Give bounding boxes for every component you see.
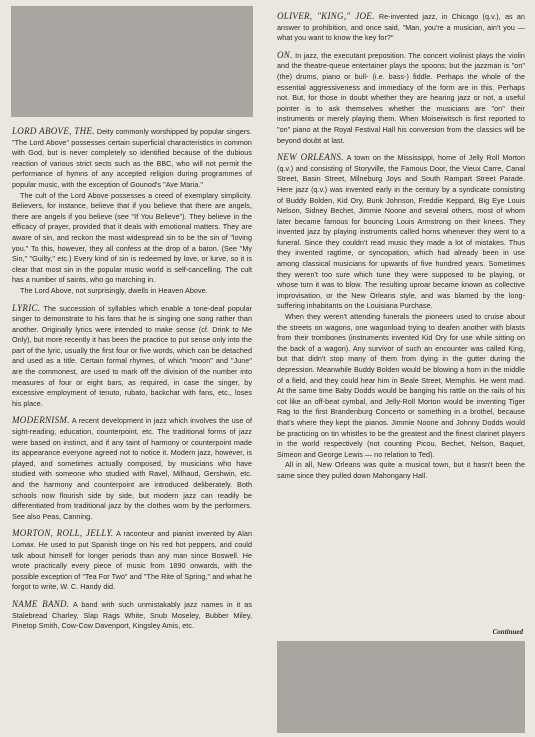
entry-text: The succession of syllables which enable a tone-deaf popular singer to demonstrate to his fans that he is singing one song rather than another. Originally lyrics were intended to make sense (cf. Drink to Me Only), but more recently it has been the practice to put sense only into the part of the lyric, usually the first four or five words, which can be detached and used as a title. Certain formal rhymes, of which "moon" and "June" are the commonest, are used to mark off the division of the number into measures of four or eight bars, as required, in case the singer, by excessive employment of tenuto, rubato, backchat with fans, etc., loses his place. bbox=[12, 303, 253, 408]
left-column bbox=[12, 126, 252, 638]
entry-on bbox=[277, 50, 525, 146]
entry-name-band bbox=[12, 599, 252, 632]
entry-oliver-king-joe bbox=[277, 11, 525, 44]
entry-text: In jazz, the executant preposition. The concert violinist plays the violin and the theatre-queue entertainer plays the spoons; but the jazzman is "on" (the) drums, piano or bull- (i.e. bass-) fiddle. Perhaps the whole of the essential aggressiveness and immediacy of the form are in this. Perhaps not. But, for those in doubt whether they are hearing jazz or not, a useful pointer is to ask themselves whether the musicians are "on" their instruments or merely playing them. When Moiseiwitsch is first reported to "on" piano at the Royal Festival Hall his conversion from the classics will be beyond doubt at last. bbox=[277, 50, 525, 145]
entry-text: Deity commonly worshipped by popular singers. "The Lord Above" possesses certain superficial characteristics in common with God, but is never completely so identified because of the dubious reaction of various strict sects such as the BBC, who will not permit the performance of hymns of any accepted religion during programmes of popular music, with the exception of Gounod's "Ave Maria." bbox=[12, 127, 252, 189]
entry-text: A band with such unmistakably jazz names in it as Stalebread Charley, Slap Rags White, Snub Moseley, Bubber Miley, Pinetop Smith, Cow-Cow Davenport, Kingsley Amis, etc. bbox=[12, 599, 252, 631]
entry-headword: MODERNISM. bbox=[12, 415, 70, 426]
top-left-gray-panel bbox=[11, 6, 253, 117]
entry-text: Re-invented jazz, in Chicago (q.v.), as an answer to prohibition, and once said, "Man, you're a musician, ain't you — what you want to know the key for?" bbox=[277, 12, 525, 43]
entry-paragraph bbox=[277, 11, 525, 44]
entry-text: When they weren't attending funerals the pioneers used to cruise about the streets on wagons, one wagonload trying to deafen another with blasts from their trombones (instruments invented Kid Ory for use while sitting on the back of a wagon). Any survivor of such an encounter was called King, but that didn't stop many of them from dying in the gutter during the depression. Meanwhile Buddy Bolden would be blowing a horn in the middle of a field, and they could hear him in Beale Street, Memphis. He went mad. At the same time Baby Dodds would be banging his rattle on the rails of his cot like an off-beat cymbal, and Jelly-Roll Morton would be inventing Tiger Rag to the first Brandenburg Concerto or something in a brothel, because that's where they kept the pianos. Jimmie Noone and Johnny Dodds would be practicing on tin whistles to be the greatest and the finest clarinet players in the world respectively (not counting Picou, Bechet, Nelson, Baquet, Simeon and George Lewis — no relation to Ted). bbox=[277, 312, 525, 459]
entry-text: The cult of the Lord Above possesses a creed of exemplary simplicity. Believers, for instance, believe that if you believe that there are angels, there are angels if you believe (see "If You Believe"). They believe in the efficacy of prayer, provided that it deals with emotional matters. They are aware of sin, and reckon the most widespread sin to be the sin of "loving you." To this, however, they all confess at the drop of a baton. (See "My Sin," "Guilty," etc.) Every kind of sin is redeemed by love, or lurve, so it is clear that most sin in the popular music world is self-cancelling. The cult has a number of saints, who go marching in. bbox=[12, 190, 252, 285]
entry-text: The Lord Above, not surprisingly, dwells in Heaven Above. bbox=[20, 285, 208, 295]
entry-paragraph bbox=[12, 286, 252, 297]
entry-morton-roll-jelly bbox=[12, 528, 252, 593]
entry-paragraph bbox=[277, 50, 525, 146]
entry-headword: MORTON, ROLL, JELLY. bbox=[12, 528, 114, 539]
entry-headword: LYRIC. bbox=[12, 302, 41, 313]
entry-text: A recent development in jazz which involves the use of sight-reading, education, counterpoint, etc. The traditional forms of jazz were based on instinct, and if any taint of harmony or counterpoint made its appearance everyone agreed not to notice it. Modern jazz, however, is played, and sometimes actually composed, by musicians who have studied with someone who studied with Ravel, Milhaud, Gershwin, etc. and the harmony and counterpoint are introduced deliberately. Both schools now flourish side by side, but modern jazz can readily be differentiated from traditional jazz by the clothes worn by the performers. See also Peas, Canning. bbox=[12, 416, 252, 521]
entry-paragraph bbox=[12, 191, 252, 286]
entry-paragraph bbox=[12, 126, 252, 191]
entry-paragraph bbox=[12, 303, 252, 410]
entry-modernism bbox=[12, 415, 252, 522]
entry-lord-above bbox=[12, 126, 252, 297]
entry-headword: NAME BAND. bbox=[12, 598, 70, 609]
entry-text: A raconteur and pianist invented by Alan Lomax. He used to put Spanish tinge on his red hot peppers, and could talk about himself for longer periods than any man since Boswell. He wrote practically every piece of music from 1890 onwards, with the possible exception of "Tea For Two" and "The Rite of Spring," and what he forgot to write, W. C. Handy did. bbox=[12, 529, 252, 592]
entry-headword: LORD ABOVE, THE. bbox=[12, 126, 95, 136]
right-column bbox=[277, 11, 525, 488]
entry-text: A town on the Mississippi, home of Jelly Roll Morton (q.v.) and consisting of Storyville, the Famous Door, the Vieux Carre, Canal Street, Basin Street, Milneburg Joys and South Rampart Street Parade. Here jazz (q.v.) was invented early in the century by a syndicate consisting of Buddy Bolden, Kid Ory, Bunk Johnson, Freddie Keppard, Big Eye Louis Nelson, Sidney Bechet, Jimmie Noone and several others, most of whom later became famous for bouncing Louis Armstrong on their knees. They invented jazz by playing instruments called horns whenever they went to a funeral. Since they couldn't read music they made a lot of mistakes. Thus they invented ragtime, or syncopation, which had already been in use among classical musicians for upwards of five hundred years. Sometimes they weren't too sure which tune they were supposed to be playing, or whose turn it was to blow. The resulting uproar became known as collective improvisation, or the New Orleans style, and was blamed by the long-suffering inhabitants on the Louisiana Purchase. bbox=[277, 153, 525, 311]
entry-paragraph bbox=[12, 599, 252, 632]
entry-headword: ON. bbox=[277, 49, 293, 60]
bottom-right-gray-panel bbox=[277, 641, 525, 733]
entry-paragraph bbox=[277, 312, 525, 460]
entry-paragraph bbox=[277, 460, 525, 481]
entry-text: All in all, New Orleans was quite a musical town, but it hasn't been the same since they pulled down Mahongany Hall. bbox=[277, 460, 525, 480]
entry-paragraph bbox=[277, 152, 525, 312]
entry-lyric bbox=[12, 303, 252, 410]
entry-headword: OLIVER, "KING," JOE. bbox=[277, 11, 375, 21]
continued-label: Continued bbox=[492, 628, 523, 636]
entry-paragraph bbox=[12, 415, 252, 522]
entry-new-orleans bbox=[277, 152, 525, 481]
entry-headword: NEW ORLEANS. bbox=[277, 152, 344, 163]
entry-paragraph bbox=[12, 528, 252, 593]
